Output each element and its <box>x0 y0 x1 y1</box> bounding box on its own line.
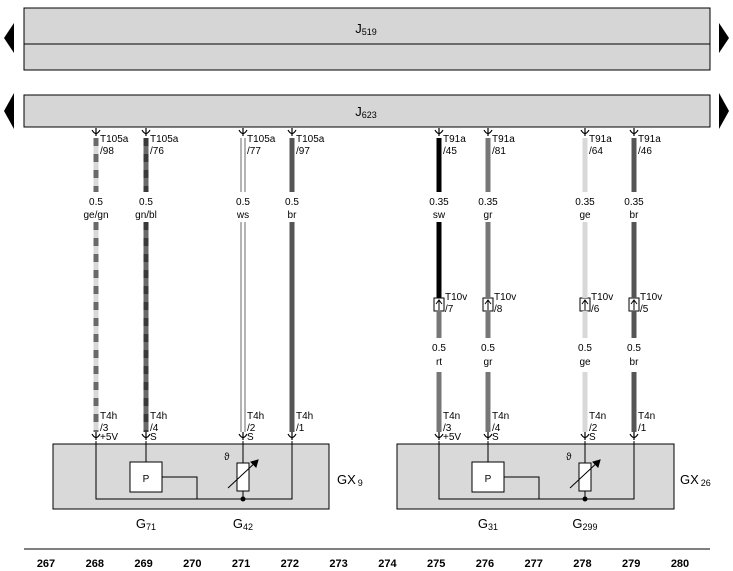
wire-3-upper-segment <box>241 138 245 192</box>
wire-5-terminal-label: +5V <box>443 432 462 443</box>
wire-7-top-pin-label: T91a /64 <box>589 134 612 157</box>
wire-3 <box>236 134 276 443</box>
grid-number: 274 <box>378 558 397 570</box>
wire-7-terminal-label: S <box>589 432 596 443</box>
grid-number: 278 <box>573 558 592 570</box>
wire-2 <box>135 134 179 443</box>
temperature-sensor-g299-theta-icon: ϑ <box>566 452 572 463</box>
wire-6-color-code: gr <box>483 210 493 221</box>
wire-8-bottom-pin-icon <box>630 432 638 440</box>
continuation-left-arrow-icon <box>4 93 14 129</box>
grid-number: 275 <box>426 558 446 570</box>
grid-numbers <box>37 558 689 570</box>
grid-number: 270 <box>183 558 202 570</box>
wire-8-lower-color-code: br <box>629 357 639 368</box>
wire-3-color-code: ws <box>236 210 250 221</box>
control-unit-j519-label: J519 <box>355 21 377 37</box>
wire-1 <box>83 134 128 443</box>
grid-number: 277 <box>524 558 543 570</box>
grid-number: 276 <box>475 558 495 570</box>
wire-7-mid-connector-icon <box>580 298 590 311</box>
wire-7-top-pin-icon <box>581 128 589 136</box>
wire-3-terminal-label: S <box>247 432 254 443</box>
wire-3-bottom-pin-label: T4h /2 <box>247 411 265 434</box>
component-g299-label: G299 <box>572 516 598 532</box>
wire-5-bottom-pin-icon <box>435 432 443 440</box>
wire-3-top-pin-icon <box>239 128 247 136</box>
wire-3-bottom-pin-icon <box>239 432 247 440</box>
grid-number: 273 <box>329 558 348 570</box>
wire-5-mid-connector-icon <box>434 298 444 311</box>
wire-1-gauge: 0.5 <box>89 197 103 208</box>
wire-3-top-pin-label: T105a /77 <box>247 134 276 157</box>
wire-8-color-code: br <box>629 210 639 221</box>
wire-5-lower-color-code: rt <box>435 357 443 368</box>
wire-3-gauge: 0.5 <box>236 197 250 208</box>
wire-5-mid-connector-label: T10v /7 <box>445 292 468 315</box>
grid-number: 269 <box>134 558 153 570</box>
temperature-sensor-g299-symbol <box>579 463 591 491</box>
grid-number: 268 <box>85 558 104 570</box>
wire-5-lower-gauge: 0.5 <box>432 343 446 354</box>
wire-4-top-pin-label: T105a /97 <box>296 134 325 157</box>
wire-6-lower-color-code: gr <box>483 357 493 368</box>
control-unit-j519 <box>4 8 729 70</box>
wire-8 <box>624 134 662 434</box>
wire-4-top-pin-icon <box>288 128 296 136</box>
wire-1-bottom-pin-icon <box>92 432 100 440</box>
wire-1-bottom-pin-label: T4h /3 <box>100 411 118 434</box>
grid-number: 272 <box>280 558 300 570</box>
wire-8-lower-gauge: 0.5 <box>627 343 641 354</box>
wire-6-bottom-pin-icon <box>484 432 492 440</box>
wire-8-top-pin-label: T91a /46 <box>638 134 661 157</box>
wire-8-mid-connector-icon <box>629 298 639 311</box>
temperature-sensor-g42-theta-icon: ϑ <box>224 452 230 463</box>
wire-6-gauge: 0.35 <box>478 197 498 208</box>
control-unit-j519-body <box>24 8 710 70</box>
component-g31-label: G31 <box>477 516 499 532</box>
pressure-sensor-g31-symbol-label: P <box>484 474 492 485</box>
wire-8-gauge: 0.35 <box>624 197 644 208</box>
wire-1-color-code: ge/gn <box>83 210 109 221</box>
continuation-right-arrow-icon <box>719 93 729 129</box>
wire-5-top-pin-icon <box>435 128 443 136</box>
grid-number: 271 <box>231 558 251 570</box>
wire-5 <box>429 134 467 443</box>
wire-6 <box>478 134 516 443</box>
wire-8-top-pin-icon <box>630 128 638 136</box>
wire-7-lower-color-code: ge <box>579 357 591 368</box>
wire-2-gauge: 0.5 <box>139 197 153 208</box>
wire-2-bottom-pin-icon <box>142 432 150 440</box>
temperature-sensor-g42-symbol <box>237 463 249 491</box>
wire-3-lower-segment <box>241 222 245 432</box>
wire-4-bottom-pin-icon <box>288 432 296 440</box>
wire-6-lower-gauge: 0.5 <box>481 343 495 354</box>
wire-6-mid-connector-icon <box>483 298 493 311</box>
continuation-left-arrow-icon <box>4 23 14 53</box>
wire-7-gauge: 0.35 <box>575 197 595 208</box>
wire-2-bottom-pin-label: T4h /4 <box>150 411 168 434</box>
wire-8-mid-connector-label: T10v /5 <box>640 292 663 315</box>
grid-number: 279 <box>622 558 641 570</box>
wire-6-bottom-pin-label: T4n /4 <box>492 411 510 434</box>
wire-7-color-code: ge <box>579 210 591 221</box>
wire-6-terminal-label: S <box>492 432 499 443</box>
wire-7-mid-connector-label: T10v /6 <box>591 292 614 315</box>
wires-layer <box>83 128 662 443</box>
wire-2-top-pin-label: T105a /76 <box>150 134 179 157</box>
wire-6-mid-connector-label: T10v /8 <box>494 292 517 315</box>
wire-4-gauge: 0.5 <box>285 197 299 208</box>
wire-5-gauge: 0.35 <box>429 197 449 208</box>
wire-4-color-code: br <box>287 210 297 221</box>
wire-7 <box>575 134 613 443</box>
pressure-sensor-g71-symbol-label: P <box>142 474 150 485</box>
grid-number: 267 <box>36 558 56 570</box>
wire-4-bottom-pin-label: T4h /1 <box>296 411 314 434</box>
wire-6-top-pin-label: T91a /81 <box>492 134 515 157</box>
wire-2-top-pin-icon <box>142 128 150 136</box>
component-g71-label: G71 <box>135 516 157 532</box>
control-unit-j623-label: J623 <box>355 104 377 120</box>
wire-8-bottom-pin-label: T4n /1 <box>638 411 656 434</box>
wire-1-top-pin-icon <box>92 128 100 136</box>
wire-2-terminal-label: S <box>150 432 157 443</box>
grid-number: 280 <box>670 558 690 570</box>
continuation-right-arrow-icon <box>719 23 729 53</box>
sensor-gx26-label: GX 26 <box>680 472 711 488</box>
wire-5-top-pin-label: T91a /45 <box>443 134 466 157</box>
control-unit-j623 <box>4 93 729 129</box>
wire-7-bottom-pin-icon <box>581 432 589 440</box>
wire-5-color-code: sw <box>432 210 446 221</box>
wire-1-terminal-label: +5V <box>100 432 119 443</box>
wire-6-top-pin-icon <box>484 128 492 136</box>
component-g42-label: G42 <box>232 516 254 532</box>
sensor-gx9-label: GX 9 <box>337 472 363 488</box>
wire-7-bottom-pin-label: T4n /2 <box>589 411 607 434</box>
wire-5-bottom-pin-label: T4n /3 <box>443 411 461 434</box>
wire-1-top-pin-label: T105a /98 <box>100 134 129 157</box>
wire-2-color-code: gn/bl <box>135 210 157 221</box>
wire-7-lower-gauge: 0.5 <box>578 343 592 354</box>
